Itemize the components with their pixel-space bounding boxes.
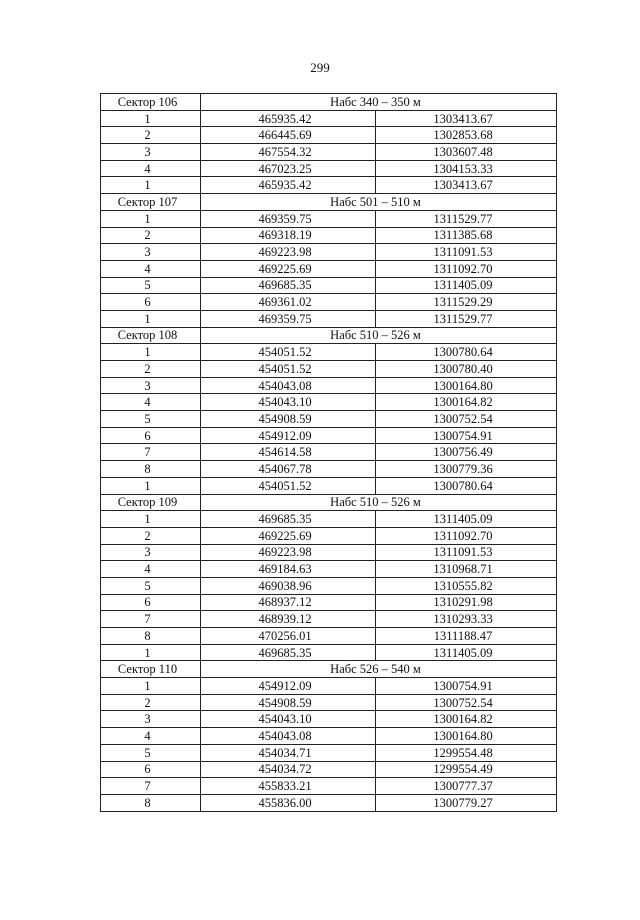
coordinate-y: 1300754.91 [376,427,557,444]
table-row [101,728,557,745]
table-row [101,244,557,261]
point-number: 4 [101,394,201,411]
coordinate-x: 454034.71 [201,744,376,761]
coordinate-x: 469685.35 [201,277,376,294]
coordinates-table [100,93,557,812]
coordinate-y: 1303413.67 [376,177,557,194]
coordinate-x: 470256.01 [201,628,376,645]
point-number: 2 [101,361,201,378]
sector-header-row [101,661,557,678]
sector-header-row [101,327,557,344]
point-number: 1 [101,177,201,194]
sector-altitude-range: Набс 510 – 526 м [201,327,557,344]
sector-header-row [101,94,557,111]
coordinate-x: 454067.78 [201,461,376,478]
coordinate-y: 1311405.09 [376,511,557,528]
coordinate-y: 1300780.40 [376,361,557,378]
coordinate-y: 1311529.77 [376,310,557,327]
point-number: 1 [101,511,201,528]
table-row [101,110,557,127]
point-number: 1 [101,110,201,127]
point-number: 4 [101,728,201,745]
coordinate-y: 1311092.70 [376,260,557,277]
coordinate-x: 469685.35 [201,511,376,528]
point-number: 2 [101,127,201,144]
coordinate-y: 1311092.70 [376,527,557,544]
coordinate-y: 1300164.80 [376,728,557,745]
point-number: 3 [101,144,201,161]
coordinate-x: 469038.96 [201,577,376,594]
coordinate-y: 1300779.36 [376,461,557,478]
point-number: 4 [101,561,201,578]
coordinate-x: 454051.52 [201,361,376,378]
table-row [101,594,557,611]
point-number: 3 [101,711,201,728]
coordinate-x: 454034.72 [201,761,376,778]
table-row [101,160,557,177]
table-row [101,744,557,761]
sector-altitude-range: Набс 501 – 510 м [201,194,557,211]
coordinate-x: 455836.00 [201,794,376,811]
coordinate-x: 468939.12 [201,611,376,628]
coordinate-x: 469184.63 [201,561,376,578]
table-row [101,294,557,311]
point-number: 1 [101,477,201,494]
point-number: 3 [101,377,201,394]
coordinate-x: 454912.09 [201,678,376,695]
point-number: 6 [101,594,201,611]
coordinate-x: 454043.10 [201,711,376,728]
sector-altitude-range: Набс 526 – 540 м [201,661,557,678]
coordinate-y: 1299554.48 [376,744,557,761]
table-row [101,127,557,144]
table-row [101,144,557,161]
table-row [101,394,557,411]
coordinates-table-body [101,94,557,812]
table-row [101,577,557,594]
coordinate-x: 454614.58 [201,444,376,461]
coordinate-x: 454908.59 [201,411,376,428]
coordinate-y: 1299554.49 [376,761,557,778]
sector-altitude-range: Набс 340 – 350 м [201,94,557,111]
table-row [101,210,557,227]
coordinate-y: 1300777.37 [376,778,557,795]
table-row [101,344,557,361]
point-number: 8 [101,794,201,811]
point-number: 4 [101,260,201,277]
table-row [101,611,557,628]
coordinate-x: 454043.08 [201,728,376,745]
table-row [101,227,557,244]
coordinate-x: 469361.02 [201,294,376,311]
coordinate-y: 1300779.27 [376,794,557,811]
coordinate-x: 454043.08 [201,377,376,394]
table-row [101,544,557,561]
table-row [101,761,557,778]
point-number: 6 [101,761,201,778]
coordinate-y: 1311091.53 [376,244,557,261]
coordinate-x: 454912.09 [201,427,376,444]
point-number: 5 [101,277,201,294]
table-row [101,177,557,194]
coordinate-y: 1311091.53 [376,544,557,561]
coordinate-x: 467023.25 [201,160,376,177]
coordinate-x: 467554.32 [201,144,376,161]
point-number: 2 [101,694,201,711]
point-number: 5 [101,411,201,428]
coordinate-x: 469318.19 [201,227,376,244]
coordinate-y: 1310291.98 [376,594,557,611]
coordinate-y: 1311529.77 [376,210,557,227]
point-number: 3 [101,544,201,561]
coordinate-x: 469223.98 [201,244,376,261]
table-row [101,778,557,795]
point-number: 6 [101,294,201,311]
coordinate-x: 469359.75 [201,310,376,327]
table-row [101,277,557,294]
point-number: 7 [101,444,201,461]
sector-label: Сектор 109 [101,494,201,511]
table-row [101,794,557,811]
table-row [101,511,557,528]
point-number: 7 [101,778,201,795]
coordinate-x: 469685.35 [201,644,376,661]
table-row [101,461,557,478]
point-number: 5 [101,577,201,594]
table-row [101,711,557,728]
table-row [101,644,557,661]
coordinate-x: 454908.59 [201,694,376,711]
coordinate-x: 455833.21 [201,778,376,795]
coordinate-y: 1311529.29 [376,294,557,311]
table-row [101,527,557,544]
table-row [101,628,557,645]
coordinate-y: 1300164.82 [376,394,557,411]
table-row [101,444,557,461]
coordinate-y: 1310968.71 [376,561,557,578]
coordinate-y: 1311405.09 [376,277,557,294]
coordinate-y: 1311405.09 [376,644,557,661]
sector-label: Сектор 110 [101,661,201,678]
coordinate-x: 454043.10 [201,394,376,411]
table-row [101,678,557,695]
sector-label: Сектор 108 [101,327,201,344]
coordinate-y: 1300164.80 [376,377,557,394]
coordinate-x: 468937.12 [201,594,376,611]
point-number: 1 [101,344,201,361]
point-number: 3 [101,244,201,261]
page-number: 299 [310,60,330,75]
coordinate-y: 1302853.68 [376,127,557,144]
point-number: 2 [101,227,201,244]
coordinate-y: 1300780.64 [376,477,557,494]
coordinate-y: 1300754.91 [376,678,557,695]
point-number: 1 [101,310,201,327]
point-number: 5 [101,744,201,761]
coordinate-x: 454051.52 [201,344,376,361]
coordinate-x: 469225.69 [201,260,376,277]
point-number: 8 [101,461,201,478]
table-row [101,377,557,394]
table-row [101,310,557,327]
coordinate-x: 469225.69 [201,527,376,544]
coordinate-x: 466445.69 [201,127,376,144]
point-number: 1 [101,644,201,661]
point-number: 8 [101,628,201,645]
coordinate-y: 1300164.82 [376,711,557,728]
table-row [101,260,557,277]
coordinate-y: 1311385.68 [376,227,557,244]
table-row [101,361,557,378]
table-row [101,561,557,578]
table-row [101,411,557,428]
coordinate-x: 465935.42 [201,177,376,194]
coordinate-y: 1311188.47 [376,628,557,645]
sector-altitude-range: Набс 510 – 526 м [201,494,557,511]
point-number: 7 [101,611,201,628]
coordinate-y: 1300752.54 [376,694,557,711]
coordinate-y: 1300752.54 [376,411,557,428]
coordinate-y: 1304153.33 [376,160,557,177]
coordinate-y: 1310293.33 [376,611,557,628]
coordinate-y: 1310555.82 [376,577,557,594]
sector-label: Сектор 107 [101,194,201,211]
point-number: 2 [101,527,201,544]
point-number: 1 [101,678,201,695]
coordinate-y: 1303607.48 [376,144,557,161]
coordinate-y: 1300780.64 [376,344,557,361]
coordinate-x: 469359.75 [201,210,376,227]
table-row [101,427,557,444]
coordinate-x: 454051.52 [201,477,376,494]
coordinate-y: 1300756.49 [376,444,557,461]
point-number: 4 [101,160,201,177]
table-row [101,694,557,711]
sector-header-row [101,494,557,511]
coordinate-y: 1303413.67 [376,110,557,127]
coordinate-x: 465935.42 [201,110,376,127]
table-row [101,477,557,494]
coordinate-x: 469223.98 [201,544,376,561]
sector-header-row [101,194,557,211]
sector-label: Сектор 106 [101,94,201,111]
point-number: 1 [101,210,201,227]
point-number: 6 [101,427,201,444]
